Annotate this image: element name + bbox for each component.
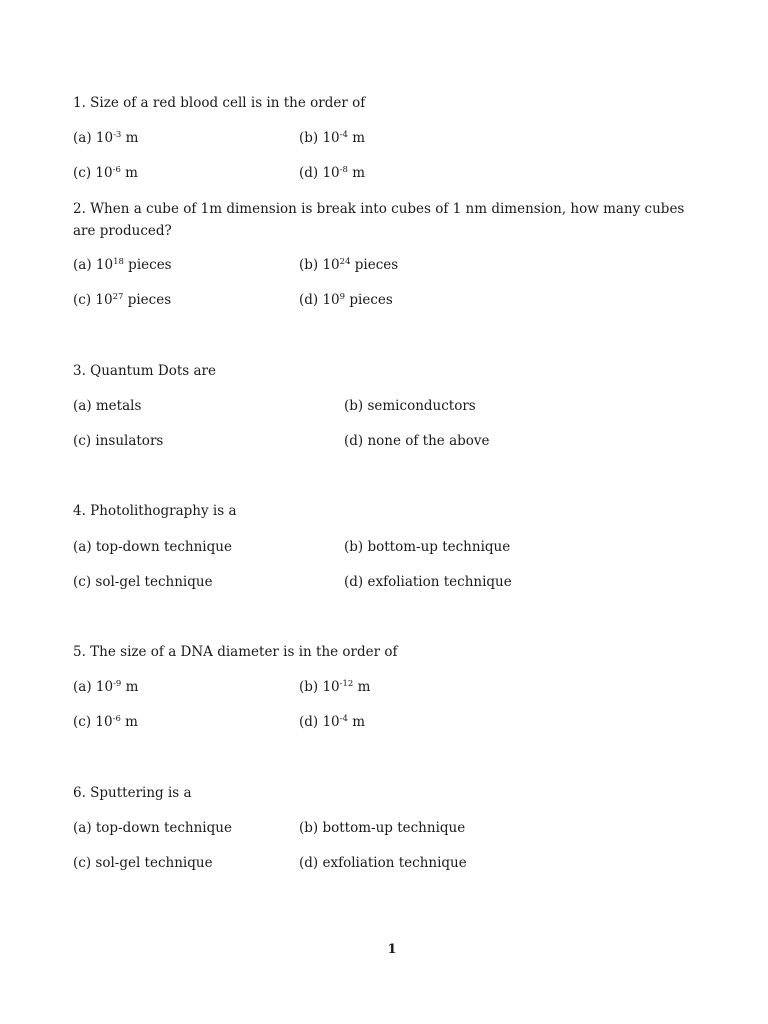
q4-option-a: (a) top-down technique [73,539,232,555]
q6-option-c: (c) sol-gel technique [73,855,213,871]
q4-option-b: (b) bottom-up technique [344,539,511,555]
q1-option-b: (b) $10^{-4}$ m [299,130,366,146]
q2-option-a: (a) $10^{18}$ pieces [73,257,172,273]
question-4: 4. Photolithography is a [73,503,237,519]
q3-option-c: (c) insulators [73,433,164,449]
q5-option-d: (d) $10^{-4}$ m [299,714,366,730]
question-3: 3. Quantum Dots are [73,363,216,379]
q3-option-b: (b) semiconductors [344,398,476,414]
question-1: 1. Size of a red blood cell is in the order of [73,95,366,111]
q1-option-d: (d) $10^{-8}$ m [299,165,366,181]
q1-option-c: (c) $10^{-6}$ m [73,165,138,181]
q5-option-a: (a) $10^{-9}$ m [73,679,139,695]
q3-option-d: (d) none of the above [344,433,490,449]
q3-option-a: (a) metals [73,398,142,414]
q2-option-c: (c) $10^{27}$ pieces [73,292,172,308]
q6-option-b: (b) bottom-up technique [299,820,466,836]
q4-option-d: (d) exfoliation technique [344,574,512,590]
question-5: 5. The size of a DNA diameter is in the order of [73,644,398,660]
q6-option-a: (a) top-down technique [73,820,232,836]
q5-option-b: (b) $10^{-12}$ m [299,679,371,695]
question-2: 2. When a cube of 1m dimension is break into cubes of 1 nm dimension, how many cubes are produced? [73,201,685,239]
question-6: 6. Sputtering is a [73,785,192,801]
q1-option-a: (a) $10^{-3}$ m [73,130,139,146]
q2-option-d: (d) $10^9$ pieces [299,292,393,308]
q6-option-d: (d) exfoliation technique [299,855,467,871]
page-number: 1 [387,942,397,957]
q4-option-c: (c) sol-gel technique [73,574,213,590]
q2-option-b: (b) $10^{24}$ pieces [299,257,399,273]
q5-option-c: (c) $10^{-6}$ m [73,714,138,730]
